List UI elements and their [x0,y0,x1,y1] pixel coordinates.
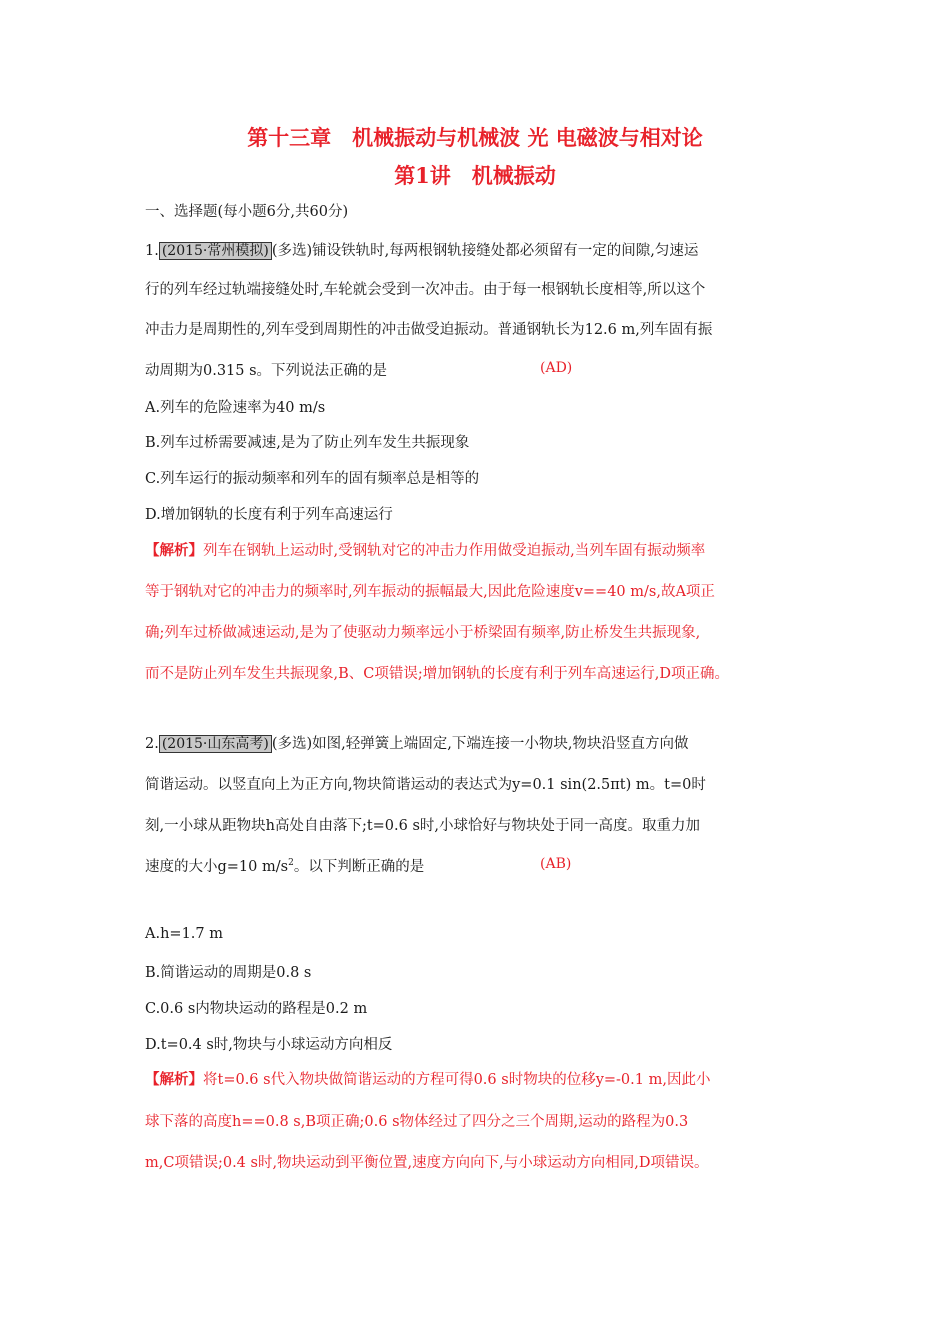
q1-answer: (AD) [540,360,573,376]
q2-analysis-label: 【解析】 [145,1071,203,1088]
q2-line-1 [145,732,689,753]
chapter-title: 第十三章 机械振动与机械波 光 电磁波与相对论 [247,125,703,150]
q2-analysis-line-2: 球下落的高度h==0.8 s,B项正确;0.6 s物体经过了四分之三个周期,运动的路程为0.3 [145,1114,689,1130]
section-label: 一、选择题(每小题6分,共60分) [145,204,349,220]
q1-option-a: A.列车的危险速率为40 m/s [145,400,326,416]
q2-text-4b: 。以下判断正确的是 [293,859,425,875]
q1-source-tag: (2015·常州模拟) [159,242,272,260]
q1-analysis-line-3: 确;列车过桥做减速运动,是为了使驱动力频率远小于桥梁固有频率,防止桥发生共振现象, [145,625,701,641]
q2-number: 2. [145,736,159,752]
q1-line-3: 冲击力是周期性的,列车受到周期性的冲击做受迫振动。普通钢轨长为12.6 m,列车固有振 [145,322,713,338]
q2-line-4 [145,855,424,876]
q2-text-4a: 速度的大小g=10 m/s [145,859,289,875]
q2-analysis-line-3: m,C项错误;0.4 s时,物块运动到平衡位置,速度方向向下,与小球运动方向相同,D项错误。 [145,1155,709,1171]
q2-analysis-text-1: 将t=0.6 s代入物块做简谐运动的方程可得0.6 s时物块的位移y=-0.1 m,因此小 [203,1072,711,1088]
q1-analysis-line-1 [145,539,705,560]
q1-text-1: (多选)铺设铁轨时,每两根钢轨接缝处都必须留有一定的间隙,匀速运 [271,243,699,259]
q1-line-4: 动周期为0.315 s。下列说法正确的是 [145,363,388,379]
q2-option-a: A.h=1.7 m [145,926,223,942]
q2-line-3: 刻,一小球从距物块h高处自由落下;t=0.6 s时,小球恰好与物块处于同一高度。取重力加 [145,818,701,834]
q2-option-d: D.t=0.4 s时,物块与小球运动方向相反 [145,1037,393,1053]
q1-number: 1. [145,243,159,259]
q1-analysis-label: 【解析】 [145,542,203,559]
q2-option-c: C.0.6 s内物块运动的路程是0.2 m [145,1001,368,1017]
q2-source-tag: (2015·山东高考) [159,735,272,753]
q1-analysis-line-2: 等于钢轨对它的冲击力的频率时,列车振动的振幅最大,因此危险速度v==40 m/s,故A项正 [145,584,715,600]
q1-option-d: D.增加钢轨的长度有利于列车高速运行 [145,507,393,523]
q2-line-2: 简谐运动。以竖直向上为正方向,物块简谐运动的表达式为y=0.1 sin(2.5πt) m。t=0时 [145,777,706,793]
q1-analysis-text-1: 列车在钢轨上运动时,受钢轨对它的冲击力作用做受迫振动,当列车固有振动频率 [203,543,706,559]
q2-superscript: 2 [288,858,294,869]
q2-text-1: (多选)如图,轻弹簧上端固定,下端连接一小物块,物块沿竖直方向做 [271,736,689,752]
q1-option-c: C.列车运行的振动频率和列车的固有频率总是相等的 [145,471,480,487]
q1-line-2: 行的列车经过轨端接缝处时,车轮就会受到一次冲击。由于每一根钢轨长度相等,所以这个 [145,282,706,298]
q2-answer: (AB) [540,856,572,872]
lecture-title: 第1讲 机械振动 [394,163,556,188]
q2-analysis-line-1 [145,1068,710,1089]
q1-option-b: B.列车过桥需要减速,是为了防止列车发生共振现象 [145,435,470,451]
q1-line-1 [145,239,698,260]
q2-option-b: B.简谐运动的周期是0.8 s [145,965,312,981]
q1-analysis-line-4: 而不是防止列车发生共振现象,B、C项错误;增加钢轨的长度有利于列车高速运行,D项正确。 [145,666,729,682]
